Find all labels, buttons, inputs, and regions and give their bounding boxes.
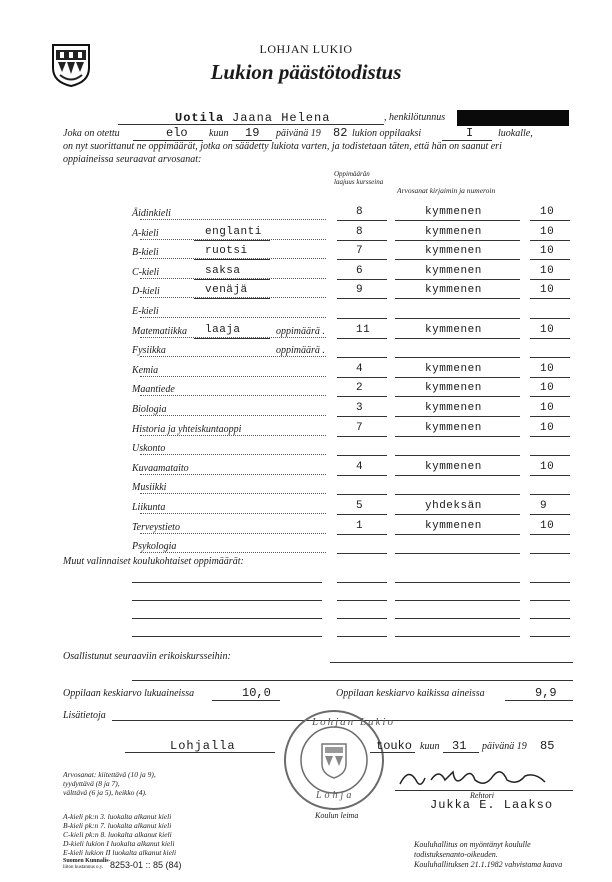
subject-grade-word: kymmenen (425, 461, 482, 473)
redacted-id-box (457, 110, 569, 126)
subject-courses: 11 (356, 324, 371, 336)
subject-label: Biologia (132, 404, 169, 415)
courses-underline (337, 494, 387, 495)
dotted-leader (140, 513, 326, 514)
grade-legend: Arvosanat: kiitettävä (10 ja 9), tyydyttävä (8 ja 7), välttävä (6 ja 5), heikko (4). (63, 770, 156, 797)
subject-courses: 8 (356, 226, 364, 238)
subject-detail: englanti (205, 226, 262, 238)
subject-grade-word: kymmenen (425, 245, 482, 257)
subject-label: Uskonto (132, 443, 168, 454)
subject-grade-word: yhdeksän (425, 500, 482, 512)
grade-word-underline (395, 455, 520, 456)
grade-word-underline (395, 240, 520, 241)
dotted-leader (140, 493, 326, 494)
grade-number-underline (530, 436, 570, 437)
subject-label: A-kieli (132, 228, 162, 239)
subject-label: Historia ja yhteiskuntaoppi (132, 424, 244, 435)
subject-grade-number: 10 (540, 402, 555, 414)
grade-number-underline (530, 357, 570, 358)
subject-label: Psykologia (132, 541, 179, 552)
language-legend: A-kieli pk:n 3. luokalta alkanut kieli B-kieli pk:n 7. luokalta alkanut kieli C-kieli pk:n 8. luokalta alkanut kieli D-kieli lukion I luokalta alkanut kieli E-kieli lukion II luokalta alkanut kieli (63, 812, 177, 857)
grade-number-underline (530, 240, 570, 241)
subject-detail: saksa (205, 265, 241, 277)
grade-word-underline (395, 298, 520, 299)
subject-label: Kemia (132, 365, 161, 376)
courses-underline (337, 416, 387, 417)
grade-number-underline (530, 416, 570, 417)
subject-grade-word: kymmenen (425, 382, 482, 394)
subject-row (0, 243, 612, 263)
grade-word-underline (395, 534, 520, 535)
courses-underline (337, 553, 387, 554)
subject-detail: laaja (205, 324, 241, 336)
subject-row (0, 322, 612, 342)
subject-label: E-kieli (132, 306, 162, 317)
subject-grade-word: kymmenen (425, 284, 482, 296)
grade-number-underline (530, 377, 570, 378)
subject-grade-number: 10 (540, 284, 555, 296)
grade-number-underline (530, 455, 570, 456)
courses-underline (337, 455, 387, 456)
subject-grade-word: kymmenen (425, 402, 482, 414)
courses-underline (337, 220, 387, 221)
subject-row (0, 400, 612, 420)
publisher-name: Suomen Kunnalis- (63, 858, 111, 864)
subject-grade-word: kymmenen (425, 206, 482, 218)
subject-row (0, 459, 612, 479)
subject-courses: 4 (356, 461, 364, 473)
subject-grade-number: 10 (540, 265, 555, 277)
subject-courses: 6 (356, 265, 364, 277)
intro-text-3: päivänä 19 (276, 128, 321, 139)
courses-underline (337, 259, 387, 260)
subject-row (0, 263, 612, 283)
subject-grade-number: 10 (540, 226, 555, 238)
dotted-leader (140, 317, 326, 318)
column-header-grades: Arvosanat kirjaimin ja numeroin (397, 186, 496, 195)
subject-courses: 4 (356, 363, 364, 375)
grade-number-underline (530, 396, 570, 397)
student-given-names: Jaana Helena (232, 111, 331, 125)
grade-number-underline (530, 553, 570, 554)
subject-grade-number: 10 (540, 520, 555, 532)
dotted-leader (140, 219, 326, 220)
intro-text-4: lukion oppilaaksi (352, 128, 422, 139)
rector-title: Rehtori (470, 791, 494, 800)
grade-number-underline (530, 220, 570, 221)
grade-number-underline (530, 514, 570, 515)
grade-number-underline (530, 494, 570, 495)
grade-word-underline (395, 318, 520, 319)
average-language-label: Oppilaan keskiarvo lukuaineissa (63, 688, 195, 699)
subject-row (0, 380, 612, 400)
dotted-leader (140, 474, 326, 475)
signing-month: touko (376, 739, 413, 753)
subject-courses: 9 (356, 284, 364, 296)
subject-label: D-kieli (132, 286, 163, 297)
subject-label: Musiikki (132, 482, 169, 493)
grade-word-underline (395, 259, 520, 260)
average-all-label: Oppilaan keskiarvo kaikissa aineissa (336, 688, 485, 699)
subject-grade-word: kymmenen (425, 363, 482, 375)
grade-word-underline (395, 494, 520, 495)
subject-grade-word: kymmenen (425, 324, 482, 336)
authority-note: Kouluhallitus on myöntänyt koululle todistuksenanto-oikeuden. Kouluhallituksen 21.1.1982 vahvistama kaava (414, 840, 563, 869)
courses-underline (337, 338, 387, 339)
intro-grade: I (466, 126, 474, 140)
grade-word-underline (395, 416, 520, 417)
subject-courses: 8 (356, 206, 364, 218)
courses-underline (337, 318, 387, 319)
courses-underline (337, 436, 387, 437)
grade-word-underline (395, 436, 520, 437)
grade-number-underline (530, 259, 570, 260)
id-label: , henkilötunnus (384, 112, 446, 123)
subject-grade-number: 10 (540, 245, 555, 257)
average-all-value: 9,9 (535, 686, 557, 700)
subject-courses: 7 (356, 245, 364, 257)
subject-grade-number: 9 (540, 500, 548, 512)
subject-courses: 3 (356, 402, 364, 414)
grade-number-underline (530, 298, 570, 299)
grade-word-underline (395, 475, 520, 476)
intro-year: 82 (333, 126, 348, 140)
grade-word-underline (395, 357, 520, 358)
detail-underline (194, 240, 270, 241)
courses-underline (337, 357, 387, 358)
subject-row (0, 341, 612, 361)
intro-text-line3: oppiaineissa seuraavat arvosanat: (63, 154, 202, 165)
grade-number-underline (530, 534, 570, 535)
subject-row (0, 224, 612, 244)
student-surname: Uotila (175, 111, 225, 125)
signing-place: Lohjalla (170, 739, 236, 753)
grade-number-underline (530, 475, 570, 476)
detail-underline (194, 259, 270, 260)
detail-underline (194, 279, 270, 280)
grade-word-underline (395, 338, 520, 339)
column-header-courses: Oppimäärän laajuus kursseina (334, 170, 384, 186)
grade-word-underline (395, 514, 520, 515)
subject-detail: ruotsi (205, 245, 248, 257)
grade-number-underline (530, 338, 570, 339)
courses-underline (337, 514, 387, 515)
courses-underline (337, 475, 387, 476)
intro-text-5: luokalle, (498, 128, 533, 139)
subject-row (0, 282, 612, 302)
subject-label: Fysiikka (132, 345, 169, 356)
subject-grade-word: kymmenen (425, 265, 482, 277)
dotted-leader (140, 552, 326, 553)
special-courses-label: Osallistunut seuraaviin erikoiskursseihin: (63, 651, 231, 662)
publisher-name-2: liiton kustannus o.y. (63, 865, 104, 870)
subject-grade-word: kymmenen (425, 226, 482, 238)
courses-underline (337, 240, 387, 241)
detail-underline (194, 338, 270, 339)
grade-word-underline (395, 377, 520, 378)
subject-row (0, 439, 612, 459)
subject-courses: 5 (356, 500, 364, 512)
subject-row (0, 537, 612, 557)
other-subjects-label: Muut valinnaiset koulukohtaiset oppimäärät: (63, 556, 244, 567)
subject-label: Liikunta (132, 502, 168, 513)
dotted-leader (140, 395, 326, 396)
courses-underline (337, 396, 387, 397)
rector-name: Jukka E. Laakso (430, 798, 554, 812)
subject-grade-number: 10 (540, 382, 555, 394)
courses-underline (337, 279, 387, 280)
intro-text-1: Joka on otettu (63, 128, 120, 139)
subject-row (0, 361, 612, 381)
grade-word-underline (395, 220, 520, 221)
intro-day: 19 (245, 126, 260, 140)
signing-year: 85 (540, 739, 555, 753)
subject-label: Terveystieto (132, 522, 183, 533)
dotted-leader (140, 415, 326, 416)
dotted-leader (140, 454, 326, 455)
subject-grade-word: kymmenen (425, 520, 482, 532)
grade-number-underline (530, 279, 570, 280)
detail-underline (194, 298, 270, 299)
subject-courses: 1 (356, 520, 364, 532)
courses-underline (337, 377, 387, 378)
signing-kuun: kuun (420, 741, 440, 752)
subject-label: Maantiede (132, 384, 178, 395)
subject-label: Matematiikka (132, 326, 190, 337)
courses-underline (337, 534, 387, 535)
subject-suffix: oppimäärä . (276, 326, 325, 337)
signing-year-prefix: päivänä 19 (482, 741, 527, 752)
dotted-leader (140, 356, 326, 357)
signing-day: 31 (452, 739, 467, 753)
subject-row (0, 478, 612, 498)
subject-grade-number: 10 (540, 363, 555, 375)
intro-text-line2: on nyt suorittanut ne oppimäärät, jotka on säädetty lukiota varten, ja todistetaan täten, että hän on saanut eri (63, 141, 502, 152)
grade-word-underline (395, 279, 520, 280)
subject-row (0, 420, 612, 440)
grade-word-underline (395, 553, 520, 554)
seal-bottom-text: Lohja (316, 790, 355, 801)
document-title: Lukion päästötodistus (210, 60, 402, 84)
form-code: 8253-01 :: 85 (84) (110, 860, 182, 870)
intro-month: elo (166, 126, 188, 140)
subject-grade-word: kymmenen (425, 422, 482, 434)
school-name: LOHJAN LUKIO (259, 42, 353, 56)
subject-grade-number: 10 (540, 206, 555, 218)
seal-caption: Koulun leima (315, 811, 359, 820)
subject-label: C-kieli (132, 267, 162, 278)
courses-underline (337, 298, 387, 299)
subject-row (0, 204, 612, 224)
dotted-leader (140, 376, 326, 377)
average-language-value: 10,0 (242, 686, 271, 700)
subject-label: Äidinkieli (132, 208, 174, 219)
subject-suffix: oppimäärä . (276, 345, 325, 356)
intro-text-2: kuun (209, 128, 229, 139)
dotted-leader (140, 533, 326, 534)
dotted-leader (140, 435, 326, 436)
seal-top-text: Lohjan Lukio (312, 716, 395, 728)
grade-word-underline (395, 396, 520, 397)
rector-signature (395, 758, 555, 794)
subject-row (0, 302, 612, 322)
subject-courses: 2 (356, 382, 364, 394)
subject-row (0, 498, 612, 518)
subject-courses: 7 (356, 422, 364, 434)
subject-detail: venäjä (205, 284, 248, 296)
subject-label: B-kieli (132, 247, 162, 258)
extra-info-label: Lisätietoja (63, 710, 106, 721)
subject-grade-number: 10 (540, 422, 555, 434)
subject-label: Kuvaamataito (132, 463, 192, 474)
subject-grade-number: 10 (540, 461, 555, 473)
subject-row (0, 518, 612, 538)
subject-grade-number: 10 (540, 324, 555, 336)
grade-number-underline (530, 318, 570, 319)
